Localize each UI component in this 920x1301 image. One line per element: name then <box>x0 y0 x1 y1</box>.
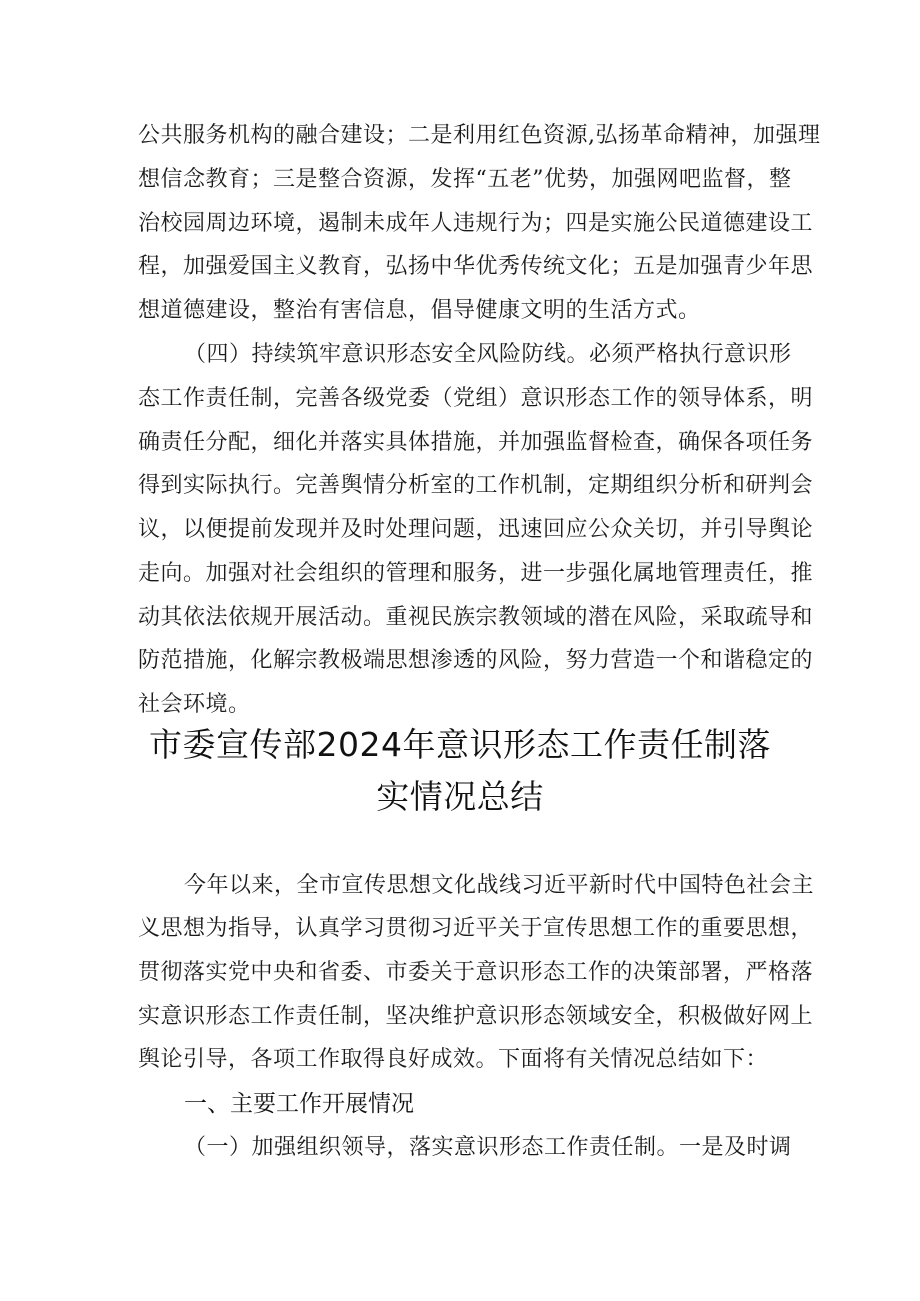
text-line: （一）加强组织领导，落实意识形态工作责任制。一是及时调 <box>184 1135 792 1160</box>
text-line: 想信念教育；三是整合资源，发挥“五老”优势，加强网吧监督，整 <box>138 167 792 192</box>
text-line: 想道德建设，整治有害信息，倡导健康文明的生活方式。 <box>138 298 701 323</box>
text-line: 动其依法依规开展活动。重视民族宗教领域的潜在风险，采取疏导和 <box>138 605 814 630</box>
text-line: 公共服务机构的融合建设；二是利用红色资源,弘扬革命精神，加强理 <box>138 123 821 148</box>
text-line: 舆论引导，各项工作取得良好成效。下面将有关情况总结如下： <box>138 1047 769 1072</box>
text-line: （四）持续筑牢意识形态安全风险防线。必须严格执行意识形 <box>184 342 792 367</box>
text-line: 社会环境。 <box>138 692 251 717</box>
text-line: 议，以便提前发现并及时处理问题，迅速回应公众关切，并引导舆论 <box>138 517 814 542</box>
text-line: 态工作责任制，完善各级党委（党组）意识形态工作的领导体系，明 <box>138 386 814 411</box>
text-line: 义思想为指导，认真学习贯彻习近平关于宣传思想工作的重要思想， <box>138 916 814 941</box>
text-line: 确责任分配，细化并落实具体措施，并加强监督检查，确保各项任务 <box>138 430 814 455</box>
text-line: 贯彻落实党中央和省委、市委关于意识形态工作的决策部署，严格落 <box>138 960 814 985</box>
document-title-line-2: 实情况总结 <box>376 777 544 816</box>
text-line: 得到实际执行。完善舆情分析室的工作机制，定期组织分析和研判会 <box>138 473 814 498</box>
text-line: 今年以来，全市宣传思想文化战线习近平新时代中国特色社会主 <box>184 873 815 898</box>
section-heading: 一、主要工作开展情况 <box>184 1091 414 1117</box>
text-line: 走向。加强对社会组织的管理和服务，进一步强化属地管理责任，推 <box>138 561 814 586</box>
text-line: 治校园周边环境，遏制未成年人违规行为；四是实施公民道德建设工 <box>138 211 814 236</box>
document-title-line-1: 市委宣传部2024年意识形态工作责任制落 <box>149 725 771 764</box>
text-line: 防范措施，化解宗教极端思想渗透的风险，努力营造一个和谐稳定的 <box>138 648 814 673</box>
text-line: 实意识形态工作责任制，坚决维护意识形态领域安全，积极做好网上 <box>138 1004 814 1029</box>
text-line: 程，加强爱国主义教育，弘扬中华优秀传统文化；五是加强青少年思 <box>138 254 814 279</box>
